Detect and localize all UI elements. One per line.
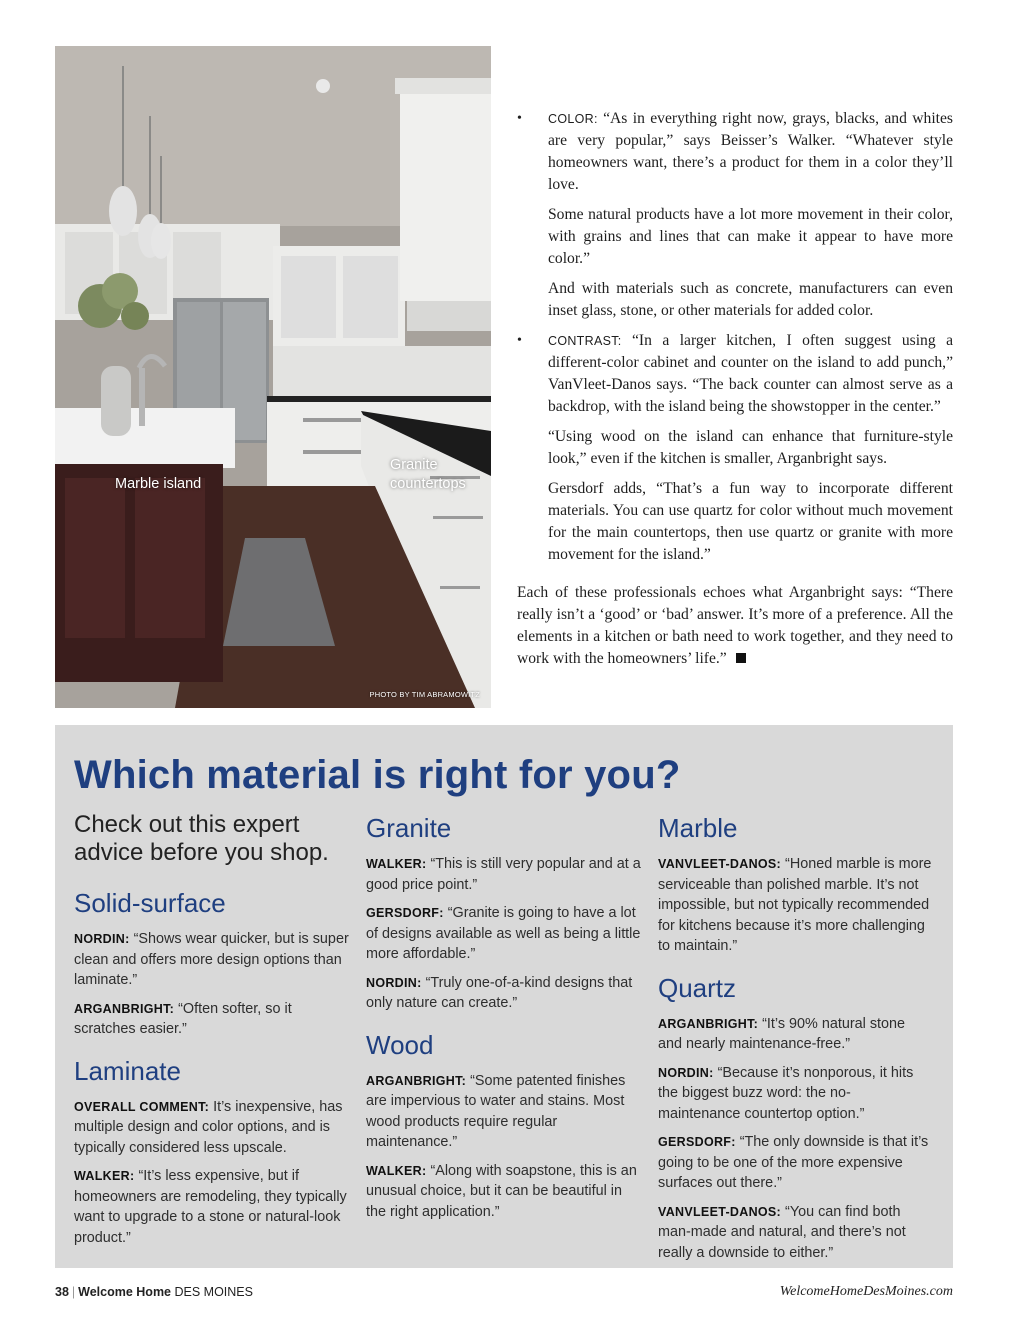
- heading-solid-surface: Solid-surface: [74, 888, 226, 918]
- quote-text: “You can find both man-made and natural, and there’s not really a downside to either.”: [658, 1203, 906, 1261]
- caption-marble-island: Marble island: [115, 476, 202, 492]
- material-sidebar: [55, 725, 953, 1268]
- contrast-paragraph-3: Gersdorf adds, “That’s a fun way to incorporate different materials. You can use quartz for color without much movement for the main countertops, then use quartz or granite with more movement for the island.”: [548, 480, 953, 563]
- quote-speaker: NORDIN:: [74, 932, 130, 946]
- quote: [74, 999, 349, 1040]
- quote: [658, 1014, 933, 1055]
- quote-speaker: NORDIN:: [658, 1065, 714, 1080]
- quote-text: “Honed marble is more serviceable than polished marble. It’s not impossible, but not typically recommended for kitchens because it’s more challenging to maintain.”: [658, 856, 932, 954]
- bullet-color: [517, 108, 953, 322]
- kitchen-photo: [55, 46, 491, 708]
- page-footer: [55, 1285, 253, 1299]
- quote: [658, 854, 933, 957]
- quote-speaker: ARGANBRIGHT:: [658, 1016, 759, 1031]
- color-paragraph-3: And with materials such as concrete, manufacturers can even inset glass, stone, or other materials for added color.: [548, 280, 953, 319]
- photo-credit: PHOTO BY TIM ABRAMOWITZ: [369, 690, 480, 699]
- sidebar-title: Which material is right for you?: [74, 753, 681, 797]
- quote: [74, 1097, 349, 1159]
- quote: [74, 929, 349, 991]
- heading-marble: Marble: [658, 813, 738, 843]
- quote-speaker: VANVLEET-DANOS:: [658, 1204, 782, 1219]
- heading-granite: Granite: [366, 813, 452, 843]
- heading-laminate: Laminate: [74, 1055, 181, 1086]
- color-text-1: “As in everything right now, grays, blacks, and whites are very popular,” says Beisser’s Walker. “Whatever style homeowners want, there’s a product for them in a color they’ll love.: [548, 110, 953, 193]
- quote-text: “The only downside is that it’s going to be one of the more expensive surfaces out there.”: [658, 1134, 929, 1191]
- bullet-dot: •: [517, 333, 522, 348]
- quote-text: It’s inexpensive, has multiple design and color options, and is typically considered less upscale.: [74, 1098, 343, 1156]
- sidebar-column-2: [366, 811, 641, 1230]
- quote-speaker: GERSDORF:: [658, 1135, 736, 1149]
- quote: [366, 1161, 641, 1223]
- contrast-text-1: “In a larger kitchen, I often suggest using a different-color cabinet and counter on the island to add punch,” VanVleet-Danos says. “The back counter can almost serve as a backdrop, with the island being the showstopper in the center.”: [548, 332, 953, 415]
- sidebar-column-1: [74, 811, 349, 1256]
- footer-website: WelcomeHomeDesMoines.com: [779, 1284, 953, 1299]
- footer-separator: |: [71, 1285, 76, 1299]
- quote-speaker: WALKER:: [366, 1163, 427, 1178]
- closing-paragraph: [517, 582, 953, 670]
- color-label: COLOR:: [548, 112, 598, 126]
- quote: [366, 1071, 641, 1153]
- quote-text: “It’s less expensive, but if homeowners are remodeling, they typically want to upgrade to a stone or natural-look product.”: [74, 1168, 347, 1246]
- bullet-dot: •: [517, 111, 522, 126]
- article-text: [517, 108, 953, 678]
- contrast-paragraph-2: “Using wood on the island can enhance that furniture-style look,” even if the kitchen is smaller, Arganbright says.: [548, 428, 953, 467]
- bullet-contrast: [517, 330, 953, 566]
- quote-text: “Some patented finishes are impervious to water and stains. Most wood products require regular maintenance.”: [366, 1072, 626, 1150]
- quote-speaker: GERSDORF:: [366, 906, 444, 920]
- quote: [366, 973, 641, 1014]
- quote: [658, 1202, 933, 1264]
- quote: [366, 903, 641, 965]
- contrast-paragraph-1: [548, 330, 953, 418]
- contrast-label: CONTRAST:: [548, 334, 622, 348]
- quote-speaker: ARGANBRIGHT:: [366, 1073, 467, 1088]
- quote: [366, 854, 641, 895]
- kitchen-illustration: [55, 46, 491, 708]
- quote-speaker: WALKER:: [74, 1169, 135, 1183]
- quote: [658, 1132, 933, 1194]
- caption-granite-countertops: Granite countertops: [390, 457, 466, 492]
- quote-text: “Shows wear quicker, but is super clean and offers more design options than laminate.”: [74, 931, 349, 988]
- heading-wood: Wood: [366, 1029, 434, 1060]
- quote-text: “It’s 90% natural stone and nearly maintenance-free.”: [658, 1015, 906, 1052]
- quote-text: “Granite is going to have a lot of designs available as well as being a little more affordable.”: [366, 905, 641, 962]
- page-number: 38: [55, 1285, 69, 1299]
- quote-text: “Truly one-of-a-kind designs that only nature can create.”: [366, 974, 633, 1011]
- quote-speaker: WALKER:: [366, 857, 427, 871]
- quote-text: “Along with soapstone, this is an unusual choice, but it can be beautiful in the right application.”: [366, 1162, 637, 1220]
- quote: [74, 1166, 349, 1248]
- color-paragraph-1: [548, 108, 953, 196]
- quote-speaker: ARGANBRIGHT:: [74, 1001, 175, 1016]
- sidebar-intro: Check out this expert advice before you shop.: [74, 811, 329, 866]
- quote-text: “Because it’s nonporous, it hits the biggest buzz word: the no-maintenance countertop option.”: [658, 1064, 914, 1122]
- footer-city: DES MOINES: [174, 1285, 253, 1299]
- quote-text: “Often softer, so it scratches easier.”: [74, 1000, 292, 1037]
- quote-speaker: VANVLEET-DANOS:: [658, 857, 782, 871]
- closing-text: Each of these professionals echoes what Arganbright says: “There really isn’t a ‘good’ or ‘bad’ answer. It’s more of a preference. All the elements in a kitchen or bath need to work together, and they need to work with the homeowners’ life.”: [517, 584, 953, 667]
- heading-quartz: Quartz: [658, 972, 737, 1003]
- quote-speaker: NORDIN:: [366, 975, 422, 990]
- sidebar-column-3: [658, 811, 933, 1271]
- quote: [658, 1063, 933, 1125]
- color-paragraph-2: Some natural products have a lot more movement in their color, with grains and lines that can make it appear to have more color.”: [548, 206, 953, 267]
- footer-brand: Welcome Home: [78, 1285, 172, 1299]
- quote-speaker: OVERALL COMMENT:: [74, 1099, 210, 1114]
- end-mark-icon: [736, 653, 746, 663]
- quote-text: “This is still very popular and at a good price point.”: [366, 856, 641, 893]
